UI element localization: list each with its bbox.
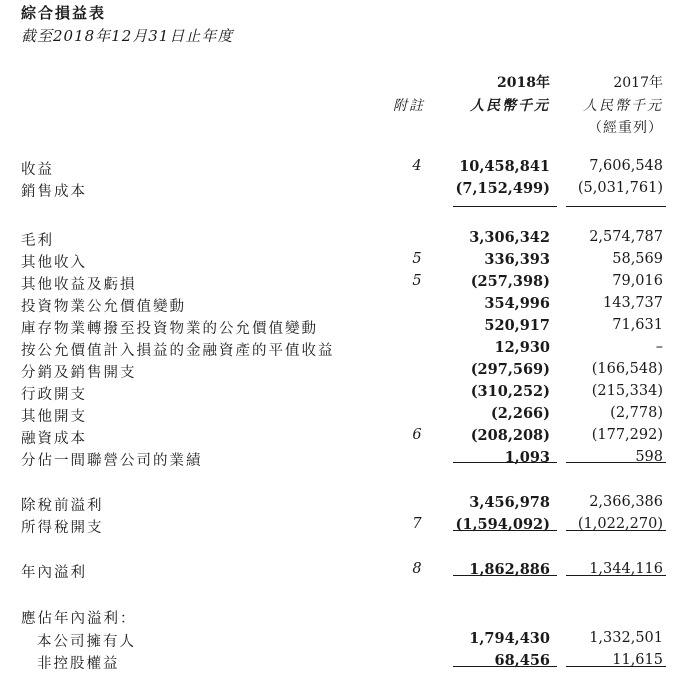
row-note: 8 bbox=[412, 561, 422, 577]
value-2017: (2,778) bbox=[610, 405, 663, 421]
value-2017: 1,344,116 bbox=[589, 561, 663, 577]
row-label: 按公允價值計入損益的金融資產的平值收益 bbox=[21, 343, 335, 359]
value-2018: 520,917 bbox=[484, 317, 550, 334]
row-label: 應佔年內溢利： bbox=[21, 611, 137, 627]
row-label: 年內溢利 bbox=[21, 565, 87, 581]
value-2017: (215,334) bbox=[591, 383, 663, 399]
row-label: 庫存物業轉撥至投資物業的公允價值變動 bbox=[21, 321, 318, 337]
value-2017: (5,031,761) bbox=[577, 180, 663, 196]
row-label: 本公司擁有人 bbox=[37, 634, 136, 650]
value-2018: 336,393 bbox=[484, 251, 550, 268]
table-row bbox=[0, 494, 685, 514]
subtotal-rule bbox=[453, 530, 557, 531]
currency-current-header: 人民幣千元 bbox=[470, 98, 550, 114]
total-rule bbox=[453, 575, 557, 576]
total-rule bbox=[566, 666, 666, 667]
row-label: 其他收益及虧損 bbox=[21, 277, 137, 293]
table-row bbox=[0, 652, 685, 672]
subtotal-rule bbox=[453, 462, 557, 463]
table-row bbox=[0, 516, 685, 536]
row-label: 行政開支 bbox=[21, 387, 87, 403]
table-row bbox=[0, 251, 685, 271]
subtotal-rule bbox=[566, 206, 666, 207]
value-2017: 1,332,501 bbox=[589, 630, 663, 646]
value-2018: 1,862,886 bbox=[469, 561, 550, 578]
value-2017: 11,615 bbox=[612, 652, 663, 668]
row-label: 所得稅開支 bbox=[21, 520, 104, 536]
value-2017: – bbox=[655, 339, 663, 355]
total-rule bbox=[453, 666, 557, 667]
year-current-header: 2018年 bbox=[497, 75, 550, 91]
table-row bbox=[0, 630, 685, 650]
row-note: 6 bbox=[412, 427, 422, 443]
value-2017: 58,569 bbox=[612, 251, 663, 267]
value-2017: 2,366,386 bbox=[589, 494, 663, 510]
table-row bbox=[0, 427, 685, 447]
row-label: 除稅前溢利 bbox=[21, 498, 104, 514]
value-2017: 71,631 bbox=[612, 317, 663, 333]
row-label: 收益 bbox=[21, 162, 54, 178]
row-label: 融資成本 bbox=[21, 431, 87, 447]
restated-label: （經重列） bbox=[588, 120, 663, 136]
value-2017: 7,606,548 bbox=[589, 158, 663, 174]
total-rule bbox=[566, 575, 666, 576]
row-label: 銷售成本 bbox=[21, 184, 87, 200]
table-row bbox=[0, 273, 685, 293]
row-note: 7 bbox=[412, 516, 422, 532]
table-row bbox=[0, 607, 685, 627]
row-label: 其他收入 bbox=[21, 255, 87, 271]
value-2018: 1,794,430 bbox=[469, 630, 550, 647]
table-row bbox=[0, 561, 685, 581]
row-note: 5 bbox=[412, 273, 422, 289]
value-2017: 79,016 bbox=[612, 273, 663, 289]
table-row bbox=[0, 383, 685, 403]
value-2018: 68,456 bbox=[494, 652, 550, 669]
row-label: 分佔一間聯營公司的業績 bbox=[21, 453, 203, 469]
value-2017: 143,737 bbox=[603, 295, 663, 311]
value-2018: 3,306,342 bbox=[469, 229, 550, 246]
value-2018: 1,093 bbox=[504, 449, 550, 466]
row-note: 4 bbox=[412, 158, 422, 174]
row-label: 毛利 bbox=[21, 233, 54, 249]
value-2017: 598 bbox=[635, 449, 663, 465]
value-2018: (297,569) bbox=[470, 361, 550, 378]
row-note: 5 bbox=[412, 251, 422, 267]
value-2018: (257,398) bbox=[470, 273, 550, 290]
table-row bbox=[0, 339, 685, 359]
table-row bbox=[0, 449, 685, 469]
row-label: 投資物業公允價值變動 bbox=[21, 299, 186, 315]
table-row bbox=[0, 405, 685, 425]
subtotal-rule bbox=[566, 462, 666, 463]
table-row bbox=[0, 361, 685, 381]
value-2018: 12,930 bbox=[494, 339, 550, 356]
value-2017: 2,574,787 bbox=[589, 229, 663, 245]
statement-title: 綜合損益表 bbox=[21, 4, 107, 22]
value-2018: 354,996 bbox=[484, 295, 550, 312]
value-2018: (7,152,499) bbox=[455, 180, 550, 197]
row-label: 非控股權益 bbox=[37, 656, 120, 672]
subtotal-rule bbox=[566, 530, 666, 531]
statement-period: 截至2018年12月31日止年度 bbox=[21, 27, 234, 45]
value-2018: (310,252) bbox=[470, 383, 550, 400]
value-2017: (166,548) bbox=[591, 361, 663, 377]
value-2018: (1,594,092) bbox=[455, 516, 550, 533]
note-column-header: 附註 bbox=[393, 98, 425, 114]
year-prior-header: 2017年 bbox=[613, 75, 663, 91]
subtotal-rule bbox=[453, 206, 557, 207]
table-row bbox=[0, 229, 685, 249]
row-label: 分銷及銷售開支 bbox=[21, 365, 137, 381]
row-label: 其他開支 bbox=[21, 409, 87, 425]
table-row bbox=[0, 317, 685, 337]
value-2017: (1,022,270) bbox=[577, 516, 663, 532]
currency-prior-header: 人民幣千元 bbox=[583, 98, 663, 114]
value-2018: 10,458,841 bbox=[459, 158, 550, 175]
table-row bbox=[0, 158, 685, 178]
value-2018: (2,266) bbox=[490, 405, 550, 422]
table-row bbox=[0, 180, 685, 200]
value-2018: 3,456,978 bbox=[469, 494, 550, 511]
table-row bbox=[0, 295, 685, 315]
value-2017: (177,292) bbox=[591, 427, 663, 443]
value-2018: (208,208) bbox=[470, 427, 550, 444]
